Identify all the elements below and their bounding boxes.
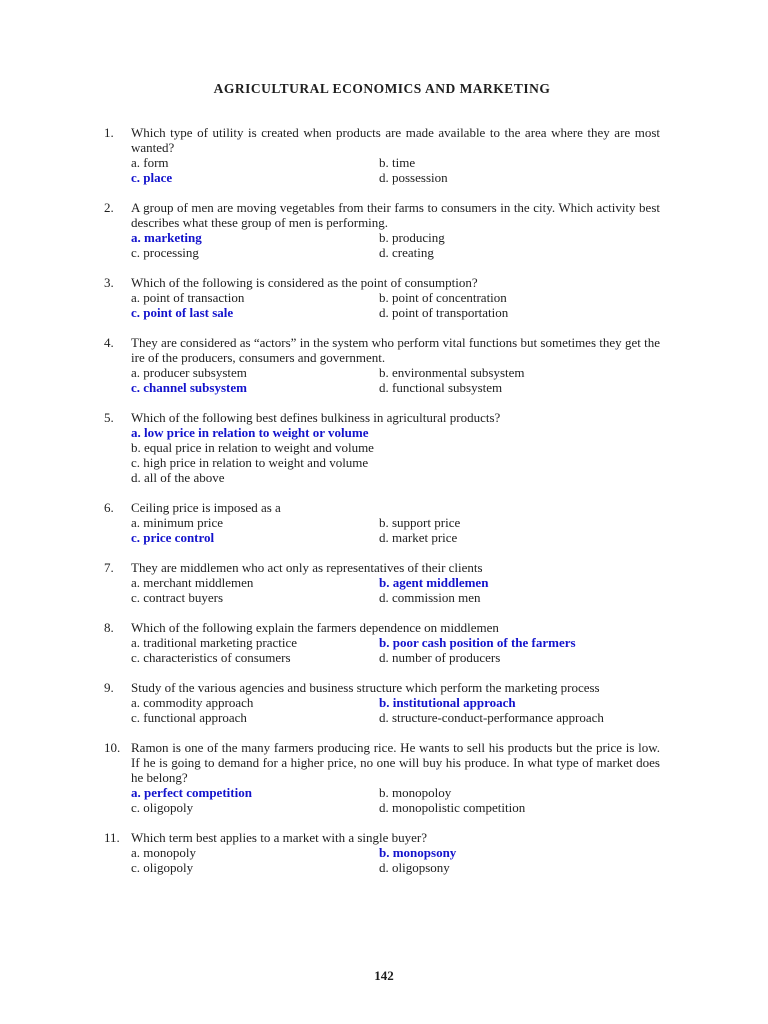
option: b. monopoloy	[379, 785, 452, 800]
option: b. point of concentration	[379, 290, 507, 305]
question-number: 11.	[104, 830, 120, 845]
option: d. number of producers	[379, 650, 501, 665]
option: a. minimum price	[131, 515, 224, 530]
question-number: 9.	[104, 680, 114, 695]
answer-option: b. agent middlemen	[379, 575, 489, 590]
question-list	[104, 125, 660, 875]
question-item	[104, 500, 660, 545]
option: d. monopolistic competition	[379, 800, 526, 815]
question-body	[131, 560, 660, 605]
question-body	[131, 680, 660, 725]
option: d. functional subsystem	[379, 380, 503, 395]
question-number: 5.	[104, 410, 114, 425]
answer-option: c. channel subsystem	[131, 380, 247, 395]
option: a. commodity approach	[131, 695, 254, 710]
options-grid	[131, 845, 660, 875]
option: d. market price	[379, 530, 458, 545]
question-item	[104, 560, 660, 605]
page-title: AGRICULTURAL ECONOMICS AND MARKETING	[213, 81, 551, 96]
options-grid	[131, 785, 660, 815]
question-body	[131, 275, 660, 320]
option: c. functional approach	[131, 710, 247, 725]
question-body	[131, 335, 660, 395]
option: a. point of transaction	[131, 290, 245, 305]
option: c. high price in relation to weight and volume	[131, 455, 369, 470]
question-text: Which term best applies to a market with a single buyer?	[131, 830, 428, 845]
option: c. contract buyers	[131, 590, 224, 605]
option: a. traditional marketing practice	[131, 635, 298, 650]
options-grid	[131, 515, 660, 545]
question-item	[104, 620, 660, 665]
question-item	[104, 410, 660, 485]
question-item	[104, 275, 660, 320]
question-body	[131, 125, 660, 185]
option: d. all of the above	[131, 470, 225, 485]
question-number: 3.	[104, 275, 114, 290]
answer-option: c. point of last sale	[131, 305, 234, 320]
options-grid	[131, 695, 660, 725]
option: b. support price	[379, 515, 461, 530]
question-number: 4.	[104, 335, 114, 350]
option: d. structure-conduct-performance approach	[379, 710, 604, 725]
question-text: Which of the following explain the farmers dependence on middlemen	[131, 620, 499, 635]
option: d. creating	[379, 245, 434, 260]
option: a. producer subsystem	[131, 365, 247, 380]
question-text: Which of the following is considered as the point of consumption?	[131, 275, 478, 290]
question-item	[104, 125, 660, 185]
question-number: 1.	[104, 125, 114, 140]
question-item	[104, 680, 660, 725]
question-text: Ceiling price is imposed as a	[131, 500, 281, 515]
question-number: 2.	[104, 200, 114, 215]
question-body	[131, 830, 660, 875]
question-body	[131, 200, 660, 260]
question-text: Which of the following best defines bulkiness in agricultural products?	[131, 410, 501, 425]
page-number: 142	[374, 968, 394, 983]
option: a. form	[131, 155, 169, 170]
question-body	[131, 500, 660, 545]
question-text: A group of men are moving vegetables from their farms to consumers in the city. Which activity best describes what these group of men is performing.	[131, 200, 660, 230]
option: a. monopoly	[131, 845, 196, 860]
question-number: 10.	[104, 740, 121, 755]
question-text: They are considered as “actors” in the system who perform vital functions but sometimes they get the ire of the producers, consumers and government.	[131, 335, 660, 365]
option: b. equal price in relation to weight and volume	[131, 440, 374, 455]
question-body	[131, 620, 660, 665]
option: b. environmental subsystem	[379, 365, 525, 380]
answer-option: b. poor cash position of the farmers	[379, 635, 576, 650]
answer-option: c. place	[131, 170, 173, 185]
option: b. time	[379, 155, 416, 170]
options-grid	[131, 230, 660, 260]
option: d. oligopsony	[379, 860, 450, 875]
option: d. possession	[379, 170, 448, 185]
question-text: Ramon is one of the many farmers producing rice. He wants to sell his products but the price is low. If he is going to demand for a higher price, no one will buy his produce. In what type of market does he belong?	[131, 740, 660, 785]
answer-option: b. monopsony	[379, 845, 457, 860]
question-item	[104, 740, 660, 815]
question-body	[131, 410, 660, 485]
option: a. merchant middlemen	[131, 575, 254, 590]
options-grid	[131, 365, 660, 395]
question-text: They are middlemen who act only as representatives of their clients	[131, 560, 483, 575]
option: b. producing	[379, 230, 445, 245]
option: c. oligopoly	[131, 800, 194, 815]
options-grid	[131, 425, 660, 485]
question-item	[104, 335, 660, 395]
answer-option: a. marketing	[131, 230, 202, 245]
question-number: 6.	[104, 500, 114, 515]
options-grid	[131, 575, 660, 605]
option: c. oligopoly	[131, 860, 194, 875]
options-grid	[131, 155, 660, 185]
answer-option: c. price control	[131, 530, 215, 545]
question-number: 8.	[104, 620, 114, 635]
options-grid	[131, 290, 660, 320]
question-number: 7.	[104, 560, 114, 575]
question-text: Which type of utility is created when products are made available to the area where they are most wanted?	[131, 125, 660, 155]
option: d. commission men	[379, 590, 481, 605]
option: d. point of transportation	[379, 305, 509, 320]
answer-option: a. low price in relation to weight or volume	[131, 425, 369, 440]
question-item	[104, 830, 660, 875]
options-grid	[131, 635, 660, 665]
answer-option: b. institutional approach	[379, 695, 516, 710]
answer-option: a. perfect competition	[131, 785, 252, 800]
question-text: Study of the various agencies and business structure which perform the marketing process	[131, 680, 600, 695]
option: c. characteristics of consumers	[131, 650, 291, 665]
question-body	[131, 740, 660, 815]
option: c. processing	[131, 245, 199, 260]
question-item	[104, 200, 660, 260]
